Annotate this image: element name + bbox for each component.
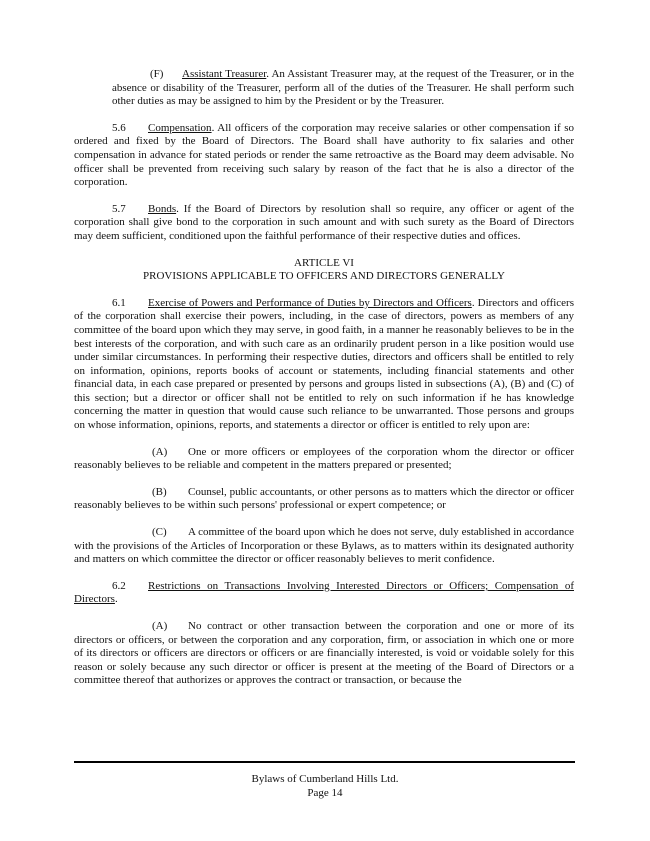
subsection-text: One or more officers or employees of the corporation whom the director or officer reasonably believes to be reliable and competent in the matters prepared or presented; <box>74 445 574 472</box>
subsection-heading: Assistant Treasurer <box>182 68 267 80</box>
subsection-text: Counsel, public accountants, or other persons as to matters which the director or officer reasonably believes to be within such persons' professional or expert competence; or <box>74 485 574 512</box>
section-heading: Compensation <box>148 121 212 134</box>
section-6-2 <box>74 580 574 607</box>
subsection-label: (B) <box>152 485 167 498</box>
page-footer <box>0 772 650 800</box>
subsection-label: (A) <box>152 620 168 632</box>
subsection-6-2-a <box>74 620 574 688</box>
section-heading: Exercise of Powers and Performance of Duties by Directors and Officers <box>148 296 472 309</box>
section-text: . Directors and officers of the corporation shall exercise their powers, including, in the case of directors, powers as members of any committee of the board upon which they may serve, in good faith, in a manner he reasonably believes to be in the best interests of the corporation, and with such care as an ordinarily prudent person in a like position would use under similar circumstances. In performing their respective duties, directors and officers shall be entitled to rely on information, opinions, reports books of account or statements, including financial statements and other financial data, in each case prepared or presented by persons and groups listed in subsections (A), (B) and (C) of this section; but a director or officer shall not be entitled to rely on such information if he has knowledge concerning the matter in question that would cause such reliance to be unwarranted. Those persons and groups on whose information, opinions, reports, and statements a director or officer is entitled to rely upon are: <box>74 296 574 432</box>
footer-divider <box>74 761 575 763</box>
section-number: 6.1 <box>112 296 126 309</box>
article-heading <box>74 257 574 284</box>
section-heading: Restrictions on Transactions Involving Interested Directors or Officers; Compensation of Directors <box>74 579 574 606</box>
subsection-6-1-c <box>74 526 574 567</box>
section-heading: Bonds <box>148 202 177 215</box>
footer-document-title: Bylaws of Cumberland Hills Ltd. <box>251 773 399 785</box>
subsection-text: A committee of the board upon which he does not serve, duly established in accordance with the provisions of the Articles of Incorporation or these Bylaws, as to matters within its designated authority and matters on which committee the director or officer reasonably believes to merit confidence. <box>74 526 574 566</box>
footer-page-number: Page 14 <box>307 787 343 799</box>
subsection-label: (F) <box>150 68 164 80</box>
section-6-1 <box>74 297 574 433</box>
article-number: ARTICLE VI <box>294 256 354 269</box>
subsection-text: No contract or other transaction between the corporation and one or more of its directors or officers, or between the corporation and any corporation, firm, or association in which one or more of its directors or officers are directors or officers or are financially interested, is void or voidable solely for this reason or solely because any such director or officer is present at the meeting of the Board of Directors or a committee thereof that authorizes or approves the contract or transaction, or because the <box>74 620 574 687</box>
section-number: 5.7 <box>112 202 126 215</box>
section-text: . <box>114 593 118 606</box>
subsection-6-1-b <box>74 486 574 513</box>
section-text: . If the Board of Directors by resolution shall so require, any officer or agent of the corporation shall give bond to the corporation in such amount and with such surety as the Board of Directors may deem sufficient, conditioned upon the faithful performance of their respective duties and offices. <box>74 202 574 242</box>
subsection-6-1-a <box>74 446 574 473</box>
subsection-label: (C) <box>152 526 167 539</box>
document-body <box>74 68 574 701</box>
section-number: 6.2 <box>112 579 126 592</box>
article-title: PROVISIONS APPLICABLE TO OFFICERS AND DIRECTORS GENERALLY <box>143 270 505 283</box>
subsection-label: (A) <box>152 445 168 458</box>
subsection-text: . An Assistant Treasurer may, at the request of the Treasurer, or in the absence or disability of the Treasurer, perform all of the duties of the Treasurer. He shall perform such other duties as may be assigned to him by the President or by the Treasurer. <box>112 68 575 108</box>
section-5-7 <box>74 203 574 244</box>
paragraph-f <box>74 68 574 109</box>
section-text: . All officers of the corporation may receive salaries or other compensation if so ordered and fixed by the Board of Directors. The Board shall have authority to fix salaries and other compensation in advance for stated periods or render the same retroactive as the Board may deem advisable. No officer shall be prevented from receiving such salary by reason of the fact that he is also a director of the corporation. <box>74 121 574 189</box>
section-5-6 <box>74 122 574 190</box>
section-number: 5.6 <box>112 121 126 134</box>
